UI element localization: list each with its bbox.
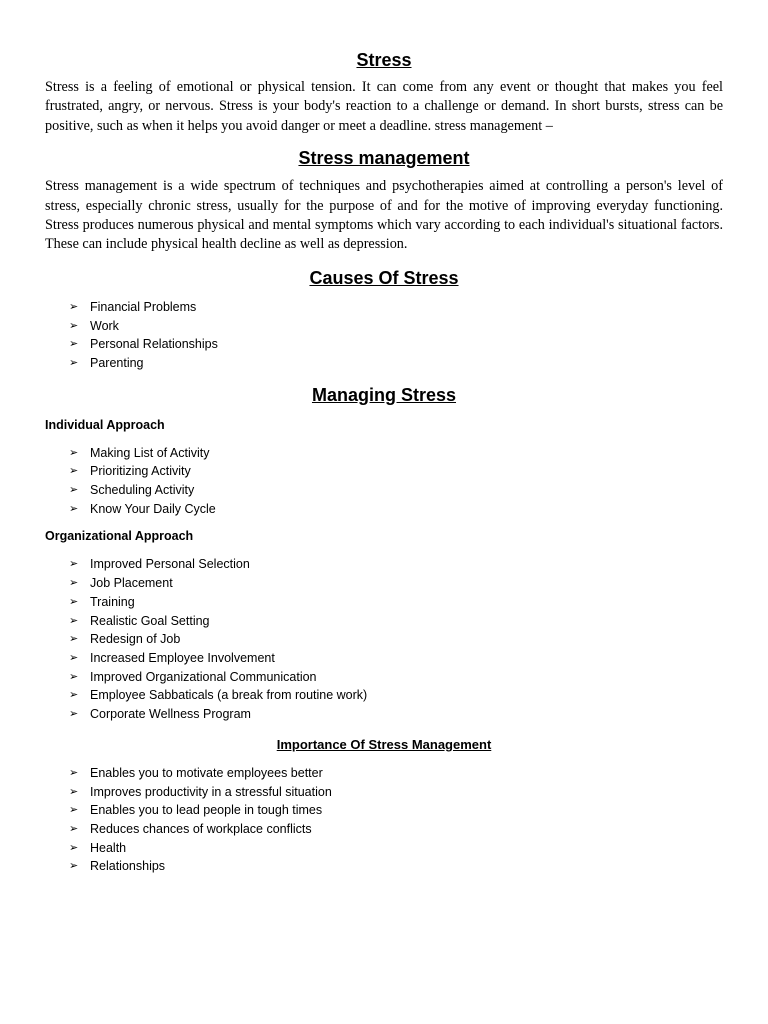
- list-item-text: Financial Problems: [90, 299, 197, 314]
- list-item-text: Enables you to lead people in tough times: [90, 803, 323, 818]
- arrow-bullet-icon: ➢: [69, 841, 79, 854]
- subheading-organizational-approach: Organizational Approach: [45, 529, 194, 544]
- list-item: [69, 500, 723, 519]
- list-item: [69, 801, 723, 820]
- list-item: [69, 462, 723, 481]
- list-item: [69, 444, 723, 463]
- list-item: [69, 574, 723, 593]
- list-item: [69, 857, 723, 876]
- list-item-text: Employee Sabbaticals (a break from routine work): [90, 688, 368, 703]
- document-page: [45, 48, 723, 876]
- list-item-text: Improved Personal Selection: [90, 557, 250, 572]
- arrow-bullet-icon: ➢: [69, 595, 79, 608]
- arrow-bullet-icon: ➢: [69, 577, 79, 590]
- list-item-text: Making List of Activity: [90, 445, 210, 460]
- list-item-text: Increased Employee Involvement: [90, 650, 275, 665]
- list-item: [69, 335, 723, 354]
- heading-stress-management: Stress management: [298, 148, 470, 169]
- list-item: [69, 839, 723, 858]
- list-item: [69, 612, 723, 631]
- heading-managing-stress: Managing Stress: [311, 384, 457, 405]
- arrow-bullet-icon: ➢: [69, 633, 79, 646]
- paragraph-stress-management: Stress management is a wide spectrum of techniques and psychotherapies aimed at controlling a person's level of stress, especially chronic stress, usually for the purpose of and for the motive of improving everyday functioning. Stress produces numerous physical and mental symptoms which vary according to each individual's situational factors. These can include physical health decline as well as depression.: [45, 178, 723, 253]
- paragraph-stress: Stress is a feeling of emotional or physical tension. It can come from any event or thought that makes you feel frustrated, angry, or nervous. Stress is your body's reaction to a challenge or demand. In short bursts, stress can be positive, such as when it helps you avoid danger or meet a deadline. stress management –: [45, 79, 723, 134]
- list-item-text: Training: [90, 594, 135, 609]
- arrow-bullet-icon: ➢: [69, 614, 79, 627]
- arrow-bullet-icon: ➢: [69, 860, 79, 873]
- list-item: [69, 555, 723, 574]
- arrow-bullet-icon: ➢: [69, 446, 79, 459]
- list-item-text: Prioritizing Activity: [90, 464, 191, 479]
- list-item: [69, 481, 723, 500]
- list-item: [69, 764, 723, 783]
- arrow-bullet-icon: ➢: [69, 804, 79, 817]
- list-item-text: Reduces chances of workplace conflicts: [90, 821, 312, 836]
- list-item-text: Scheduling Activity: [90, 483, 195, 498]
- arrow-bullet-icon: ➢: [69, 558, 79, 571]
- list-item-text: Corporate Wellness Program: [90, 707, 251, 722]
- list-item: [69, 298, 723, 317]
- list-item: [69, 820, 723, 839]
- list-item-text: Health: [90, 840, 127, 855]
- arrow-bullet-icon: ➢: [69, 465, 79, 478]
- arrow-bullet-icon: ➢: [69, 785, 79, 798]
- organizational-approach-list: [45, 555, 723, 723]
- list-item: [69, 686, 723, 705]
- list-item-text: Job Placement: [90, 576, 173, 591]
- arrow-bullet-icon: ➢: [69, 484, 79, 497]
- importance-list: [45, 764, 723, 876]
- list-item-text: Parenting: [90, 355, 144, 370]
- list-item-text: Realistic Goal Setting: [90, 613, 210, 628]
- list-item: [69, 668, 723, 687]
- list-item: [69, 649, 723, 668]
- arrow-bullet-icon: ➢: [69, 689, 79, 702]
- arrow-bullet-icon: ➢: [69, 338, 79, 351]
- arrow-bullet-icon: ➢: [69, 708, 79, 721]
- list-item-text: Know Your Daily Cycle: [90, 501, 216, 516]
- heading-importance-of-stress-management: Importance Of Stress Management: [276, 736, 492, 752]
- arrow-bullet-icon: ➢: [69, 319, 79, 332]
- list-item-text: Redesign of Job: [90, 632, 181, 647]
- list-item: [69, 593, 723, 612]
- list-item: [69, 317, 723, 336]
- arrow-bullet-icon: ➢: [69, 502, 79, 515]
- causes-list: [45, 298, 723, 373]
- list-item-text: Work: [90, 318, 119, 333]
- list-item-text: Improved Organizational Communication: [90, 669, 317, 684]
- arrow-bullet-icon: ➢: [69, 300, 79, 313]
- arrow-bullet-icon: ➢: [69, 822, 79, 835]
- list-item-text: Personal Relationships: [90, 337, 218, 352]
- list-item: [69, 705, 723, 724]
- list-item-text: Improves productivity in a stressful situation: [90, 784, 332, 799]
- arrow-bullet-icon: ➢: [69, 766, 79, 779]
- arrow-bullet-icon: ➢: [69, 670, 79, 683]
- subheading-individual-approach: Individual Approach: [45, 417, 165, 432]
- list-item: [69, 630, 723, 649]
- individual-approach-list: [45, 444, 723, 519]
- arrow-bullet-icon: ➢: [69, 356, 79, 369]
- heading-stress: Stress: [356, 50, 412, 70]
- list-item: [69, 783, 723, 802]
- heading-causes-of-stress: Causes Of Stress: [309, 267, 459, 288]
- list-item-text: Enables you to motivate employees better: [90, 765, 323, 780]
- list-item-text: Relationships: [90, 859, 166, 874]
- list-item: [69, 354, 723, 373]
- arrow-bullet-icon: ➢: [69, 651, 79, 664]
